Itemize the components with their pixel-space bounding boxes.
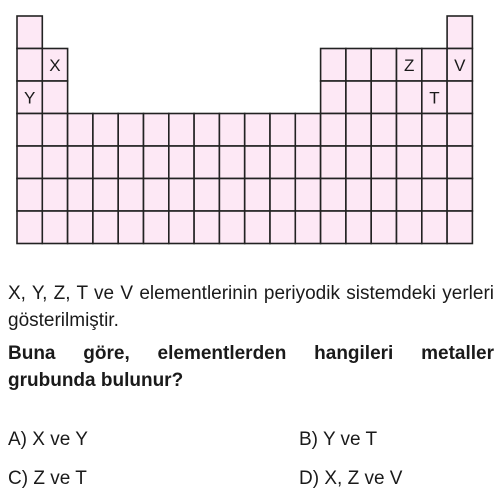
option-a[interactable]: [8, 428, 88, 452]
table-cell-r5-c5: [118, 146, 143, 179]
table-cell-r4-c18: [447, 114, 472, 147]
option-b[interactable]: [299, 428, 377, 452]
table-cell-r5-c3: [68, 146, 93, 179]
table-cell-r7-c17: [422, 211, 447, 244]
table-cell-r2-c15: [371, 49, 396, 82]
question-prompt: Buna göre, elementlerden hangileri metaller grubunda bulunur?: [8, 343, 494, 391]
element-label-x: X: [49, 55, 61, 75]
table-cell-r6-c8: [194, 179, 219, 212]
table-cell-r7-c9: [219, 211, 244, 244]
table-cell-r4-c16: [397, 114, 422, 147]
table-cell-r5-c17: [422, 146, 447, 179]
table-cell-r4-c15: [371, 114, 396, 147]
table-cell-r6-c6: [144, 179, 169, 212]
table-cell-r6-c14: [346, 179, 371, 212]
table-cell-r6-c17: [422, 179, 447, 212]
table-cell-r5-c6: [144, 146, 169, 179]
element-label-z: Z: [403, 55, 415, 75]
table-cell-r6-c10: [245, 179, 270, 212]
table-cell-r5-c14: [346, 146, 371, 179]
table-cell-r6-c3: [68, 179, 93, 212]
table-cell-r5-c15: [371, 146, 396, 179]
table-cell-r4-c4: [93, 114, 118, 147]
table-cell-r5-c18: [447, 146, 472, 179]
table-cell-r2-c1: [17, 49, 42, 82]
table-cell-r1-c18: [447, 16, 472, 49]
table-cell-r4-c7: [169, 114, 194, 147]
table-cell-r5-c2: [42, 146, 67, 179]
table-cell-r7-c4: [93, 211, 118, 244]
table-cell-r4-c9: [219, 114, 244, 147]
table-cell-r6-c12: [295, 179, 320, 212]
table-cell-r2-c14: [346, 49, 371, 82]
table-cell-r5-c8: [194, 146, 219, 179]
table-cell-r7-c15: [371, 211, 396, 244]
table-cell-r3-c18: [447, 81, 472, 114]
table-cell-r7-c10: [245, 211, 270, 244]
table-cell-r4-c3: [68, 114, 93, 147]
table-cell-r7-c3: [68, 211, 93, 244]
table-cell-r7-c7: [169, 211, 194, 244]
table-cell-r3-c16: [397, 81, 422, 114]
table-cell-r5-c11: [270, 146, 295, 179]
option-d[interactable]: [299, 467, 402, 491]
table-cell-r7-c6: [144, 211, 169, 244]
option-c-key: C): [8, 468, 29, 489]
table-cell-r4-c11: [270, 114, 295, 147]
table-cell-r4-c14: [346, 114, 371, 147]
table-cell-r5-c10: [245, 146, 270, 179]
table-cell-r7-c8: [194, 211, 219, 244]
table-cell-r6-c11: [270, 179, 295, 212]
table-cell-r2-c17: [422, 49, 447, 82]
option-c-text: Z ve T: [33, 468, 87, 489]
table-cell-r4-c6: [144, 114, 169, 147]
table-cell-r4-c13: [321, 114, 346, 147]
table-cell-r4-c17: [422, 114, 447, 147]
table-cell-r5-c13: [321, 146, 346, 179]
table-cell-r3-c2: [42, 81, 67, 114]
table-cell-r6-c2: [42, 179, 67, 212]
table-cell-r4-c5: [118, 114, 143, 147]
table-cell-r6-c1: [17, 179, 42, 212]
table-cell-r6-c18: [447, 179, 472, 212]
option-a-key: A): [8, 429, 27, 450]
table-cell-r7-c2: [42, 211, 67, 244]
option-d-text: X, Z ve V: [324, 468, 403, 489]
option-b-key: B): [299, 429, 318, 450]
table-cell-r6-c15: [371, 179, 396, 212]
table-cell-r5-c9: [219, 146, 244, 179]
table-cell-r7-c5: [118, 211, 143, 244]
table-cell-r7-c18: [447, 211, 472, 244]
table-cell-r6-c9: [219, 179, 244, 212]
option-c[interactable]: [8, 467, 87, 491]
table-cell-r3-c15: [371, 81, 396, 114]
table-cell-r2-c13: [321, 49, 346, 82]
table-cell-r7-c13: [321, 211, 346, 244]
option-b-text: Y ve T: [322, 429, 378, 450]
table-cell-r7-c1: [17, 211, 42, 244]
table-cell-r6-c5: [118, 179, 143, 212]
element-label-t: T: [429, 88, 440, 108]
table-cell-r7-c16: [397, 211, 422, 244]
question-intro: X, Y, Z, T ve V elementlerinin periyodik sistemdeki yerleri gösterilmiştir.: [8, 283, 494, 331]
table-cell-r6-c4: [93, 179, 118, 212]
option-d-key: D): [299, 468, 320, 489]
table-cell-r5-c12: [295, 146, 320, 179]
table-cell-r4-c8: [194, 114, 219, 147]
table-cell-r4-c2: [42, 114, 67, 147]
table-cell-r3-c13: [321, 81, 346, 114]
table-cell-r6-c16: [397, 179, 422, 212]
table-cell-r5-c7: [169, 146, 194, 179]
table-cell-r7-c14: [346, 211, 371, 244]
table-cell-r4-c12: [295, 114, 320, 147]
table-cell-r4-c10: [245, 114, 270, 147]
table-cell-r7-c11: [270, 211, 295, 244]
table-cell-r5-c1: [17, 146, 42, 179]
table-cell-r5-c4: [93, 146, 118, 179]
option-a-text: X ve Y: [32, 429, 88, 450]
table-cell-r4-c1: [17, 114, 42, 147]
element-label-v: V: [454, 55, 466, 75]
element-label-y: Y: [23, 88, 36, 108]
table-cell-r1-c1: [17, 16, 42, 49]
table-cell-r6-c7: [169, 179, 194, 212]
table-cell-r5-c16: [397, 146, 422, 179]
table-cell-r7-c12: [295, 211, 320, 244]
table-cell-r3-c14: [346, 81, 371, 114]
table-cell-r6-c13: [321, 179, 346, 212]
